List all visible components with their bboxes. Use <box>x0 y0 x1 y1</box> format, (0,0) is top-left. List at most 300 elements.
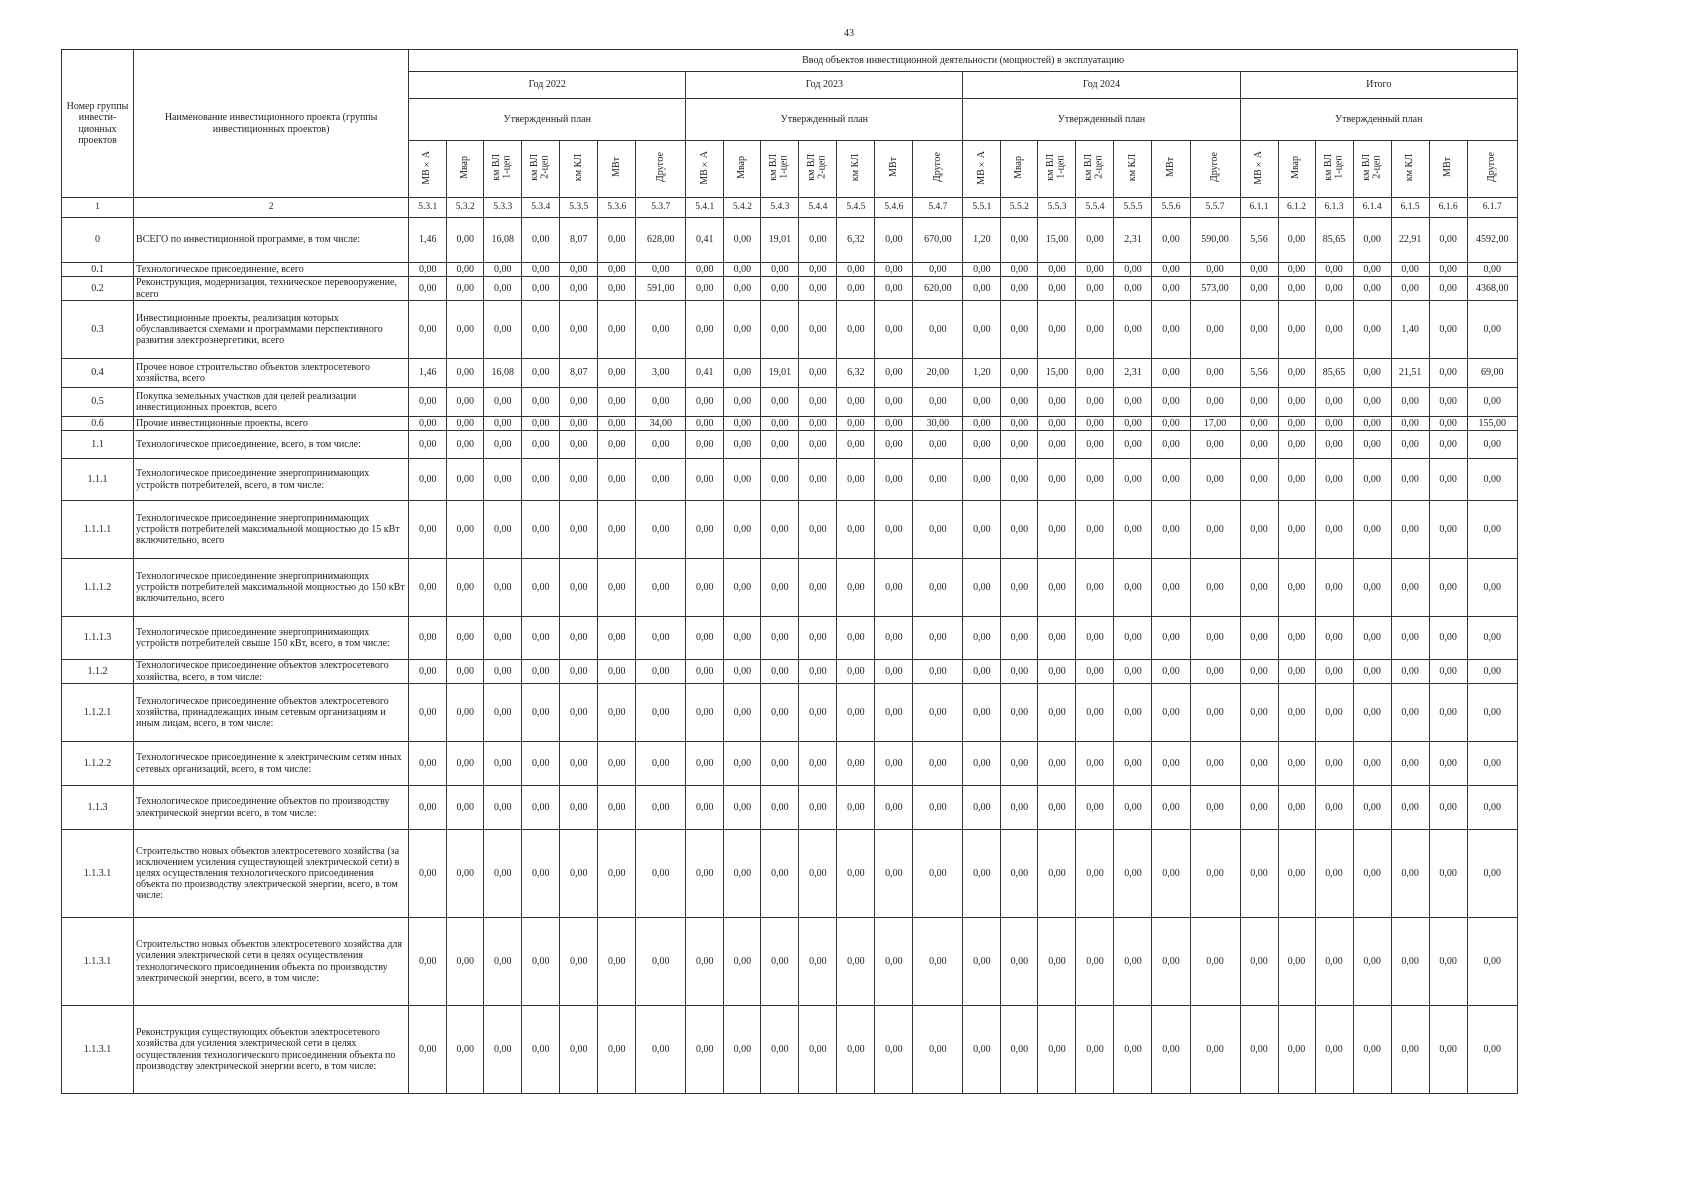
table-row <box>62 359 1518 388</box>
value-cell: 628,00 <box>636 218 686 263</box>
value-cell: 0,00 <box>875 277 913 301</box>
value-cell: 30,00 <box>913 417 963 431</box>
row-name: Инвестиционные проекты, реализация которых обуславливается схемами и программами перспективного развития электроэнергетики, всего <box>134 301 409 359</box>
column-number: 5.5.1 <box>963 198 1001 218</box>
value-cell: 0,00 <box>1076 1006 1114 1094</box>
unit-label: Другое <box>1486 152 1498 183</box>
unit-header <box>1429 141 1467 198</box>
value-cell: 0,00 <box>1391 559 1429 617</box>
row-number: 1.1.1 <box>62 459 134 501</box>
value-cell: 0,00 <box>598 218 636 263</box>
value-cell: 0,00 <box>1001 431 1038 459</box>
value-cell: 0,00 <box>1190 742 1240 786</box>
unit-label: км ВЛ 1-цеп <box>1322 154 1345 181</box>
value-cell: 8,07 <box>560 359 598 388</box>
value-cell: 0,00 <box>1001 660 1038 684</box>
column-number: 5.4.6 <box>875 198 913 218</box>
value-cell: 0,00 <box>560 617 598 660</box>
value-cell: 0,00 <box>1240 301 1278 359</box>
column-number: 5.3.5 <box>560 198 598 218</box>
value-cell: 0,00 <box>913 918 963 1006</box>
unit-label: км ВЛ 2-цеп <box>1360 154 1383 181</box>
value-cell: 0,00 <box>1190 501 1240 559</box>
row-number: 1.1.1.2 <box>62 559 134 617</box>
value-cell: 0,00 <box>1001 417 1038 431</box>
value-cell: 0,00 <box>1315 263 1353 277</box>
value-cell: 0,00 <box>1190 617 1240 660</box>
year-header: Год 2022 <box>409 72 686 99</box>
value-cell: 0,00 <box>837 277 875 301</box>
value-cell: 0,00 <box>484 660 522 684</box>
unit-header <box>1001 141 1038 198</box>
value-cell: 0,00 <box>522 388 560 417</box>
value-cell: 0,00 <box>1391 263 1429 277</box>
unit-label: км ВЛ 2-цеп <box>529 154 551 181</box>
value-cell: 0,00 <box>484 617 522 660</box>
value-cell: 5,56 <box>1240 359 1278 388</box>
value-cell: 0,00 <box>963 786 1001 830</box>
value-cell: 0,00 <box>686 559 724 617</box>
value-cell: 0,00 <box>1467 431 1517 459</box>
value-cell: 0,00 <box>1114 1006 1152 1094</box>
value-cell: 0,00 <box>875 786 913 830</box>
value-cell: 0,00 <box>1190 359 1240 388</box>
value-cell: 0,00 <box>1353 263 1391 277</box>
unit-header <box>686 141 724 198</box>
unit-label: МВ×А <box>421 150 433 185</box>
unit-label: км КЛ <box>849 153 861 181</box>
value-cell: 15,00 <box>1038 359 1076 388</box>
value-cell: 0,00 <box>963 417 1001 431</box>
value-cell: 0,00 <box>1391 742 1429 786</box>
value-cell: 0,00 <box>1076 684 1114 742</box>
value-cell: 0,00 <box>447 459 484 501</box>
value-cell: 0,00 <box>598 277 636 301</box>
value-cell: 0,00 <box>1240 263 1278 277</box>
column-number: 5.5.5 <box>1114 198 1152 218</box>
value-cell: 155,00 <box>1467 417 1517 431</box>
value-cell: 0,00 <box>1429 263 1467 277</box>
value-cell: 0,00 <box>1353 388 1391 417</box>
value-cell: 0,00 <box>875 459 913 501</box>
value-cell: 0,00 <box>724 786 761 830</box>
value-cell: 0,00 <box>1240 417 1278 431</box>
value-cell: 0,00 <box>484 742 522 786</box>
value-cell: 0,00 <box>522 301 560 359</box>
value-cell: 0,00 <box>761 684 799 742</box>
value-cell: 0,00 <box>724 830 761 918</box>
unit-label: км ВЛ 2-цеп <box>806 154 828 181</box>
value-cell: 0,00 <box>636 684 686 742</box>
value-cell: 0,00 <box>1353 1006 1391 1094</box>
table-row <box>62 559 1518 617</box>
unit-header <box>1240 141 1278 198</box>
value-cell: 0,00 <box>1391 617 1429 660</box>
value-cell: 0,00 <box>560 742 598 786</box>
value-cell: 0,00 <box>761 388 799 417</box>
value-cell: 0,00 <box>963 501 1001 559</box>
value-cell: 0,00 <box>1315 501 1353 559</box>
value-cell: 0,00 <box>1278 301 1315 359</box>
value-cell: 85,65 <box>1315 218 1353 263</box>
row-name: Технологическое присоединение энергопринимающих устройств потребителей, всего, в том числе: <box>134 459 409 501</box>
value-cell: 0,00 <box>686 617 724 660</box>
value-cell: 0,00 <box>560 417 598 431</box>
value-cell: 0,00 <box>1391 684 1429 742</box>
value-cell: 0,00 <box>1076 277 1114 301</box>
row-name: Строительство новых объектов электросетевого хозяйства (за исключением усиления существующей электрической сети) в целях осуществления технологического присоединения объекта по производству электрической энергии, всего, в том числе: <box>134 830 409 918</box>
value-cell: 0,00 <box>447 786 484 830</box>
value-cell: 0,00 <box>1076 617 1114 660</box>
value-cell: 0,00 <box>913 830 963 918</box>
value-cell: 0,00 <box>913 301 963 359</box>
value-cell: 0,00 <box>837 742 875 786</box>
value-cell: 0,00 <box>1038 918 1076 1006</box>
value-cell: 0,00 <box>522 830 560 918</box>
value-cell: 0,00 <box>1429 1006 1467 1094</box>
value-cell: 0,41 <box>686 218 724 263</box>
table-row <box>62 742 1518 786</box>
column-number: 5.5.4 <box>1076 198 1114 218</box>
value-cell: 0,00 <box>686 459 724 501</box>
value-cell: 0,00 <box>875 359 913 388</box>
value-cell: 0,00 <box>447 660 484 684</box>
value-cell: 0,00 <box>1114 431 1152 459</box>
column-number: 5.3.1 <box>409 198 447 218</box>
value-cell: 0,00 <box>799 218 837 263</box>
value-cell: 0,00 <box>799 684 837 742</box>
value-cell: 0,00 <box>522 218 560 263</box>
row-number: 1.1.1.1 <box>62 501 134 559</box>
value-cell: 0,00 <box>1467 617 1517 660</box>
unit-label: МВт <box>1164 157 1176 178</box>
unit-label: Мвар <box>458 155 470 179</box>
value-cell: 0,00 <box>1391 1006 1429 1094</box>
value-cell: 0,00 <box>913 501 963 559</box>
value-cell: 0,00 <box>761 301 799 359</box>
value-cell: 0,00 <box>1315 559 1353 617</box>
value-cell: 0,00 <box>447 830 484 918</box>
value-cell: 0,00 <box>636 617 686 660</box>
unit-label: км ВЛ 2-цеп <box>1083 154 1105 181</box>
value-cell: 0,00 <box>963 277 1001 301</box>
value-cell: 0,00 <box>1152 417 1190 431</box>
value-cell: 0,00 <box>686 263 724 277</box>
value-cell: 0,00 <box>1114 617 1152 660</box>
value-cell: 0,00 <box>686 1006 724 1094</box>
value-cell: 0,00 <box>724 617 761 660</box>
value-cell: 0,00 <box>1076 388 1114 417</box>
value-cell: 0,00 <box>1315 301 1353 359</box>
value-cell: 0,00 <box>1278 830 1315 918</box>
table-row <box>62 501 1518 559</box>
column-number: 6.1.4 <box>1353 198 1391 218</box>
value-cell: 0,00 <box>1429 501 1467 559</box>
unit-header <box>761 141 799 198</box>
value-cell: 0,00 <box>1240 559 1278 617</box>
value-cell: 0,00 <box>1001 501 1038 559</box>
value-cell: 20,00 <box>913 359 963 388</box>
page-number: 43 <box>844 28 854 39</box>
main-title-header: Ввод объектов инвестиционной деятельности (мощностей) в эксплуатацию <box>409 50 1518 72</box>
value-cell: 0,00 <box>1076 501 1114 559</box>
value-cell: 0,00 <box>1038 559 1076 617</box>
value-cell: 0,00 <box>686 786 724 830</box>
value-cell: 0,00 <box>913 1006 963 1094</box>
value-cell: 0,00 <box>799 617 837 660</box>
table-row <box>62 301 1518 359</box>
group-number-header: Номер группы инвести-ционных проектов <box>62 50 134 198</box>
value-cell: 0,00 <box>1353 559 1391 617</box>
value-cell: 0,00 <box>1391 388 1429 417</box>
value-cell: 0,00 <box>875 617 913 660</box>
value-cell: 0,00 <box>963 431 1001 459</box>
row-number: 0.6 <box>62 417 134 431</box>
unit-header <box>1467 141 1517 198</box>
value-cell: 591,00 <box>636 277 686 301</box>
value-cell: 22,91 <box>1391 218 1429 263</box>
value-cell: 1,20 <box>963 359 1001 388</box>
table-row <box>62 617 1518 660</box>
unit-label: МВт <box>610 157 622 178</box>
value-cell: 0,00 <box>1429 388 1467 417</box>
value-cell: 0,00 <box>1315 388 1353 417</box>
table-row <box>62 830 1518 918</box>
column-number: 6.1.1 <box>1240 198 1278 218</box>
value-cell: 0,00 <box>837 301 875 359</box>
value-cell: 0,00 <box>560 459 598 501</box>
value-cell: 0,00 <box>522 277 560 301</box>
value-cell: 0,00 <box>799 417 837 431</box>
value-cell: 0,00 <box>875 918 913 1006</box>
unit-header <box>409 141 447 198</box>
value-cell: 0,00 <box>799 431 837 459</box>
value-cell: 0,00 <box>963 660 1001 684</box>
value-cell: 0,00 <box>560 431 598 459</box>
value-cell: 0,00 <box>1076 660 1114 684</box>
investment-table <box>61 49 1518 1094</box>
column-number: 6.1.7 <box>1467 198 1517 218</box>
column-numbers-row <box>62 198 1518 218</box>
row-number: 1.1.2.1 <box>62 684 134 742</box>
value-cell: 0,00 <box>724 1006 761 1094</box>
value-cell: 0,00 <box>447 417 484 431</box>
row-name: Технологическое присоединение энергопринимающих устройств потребителей свыше 150 кВт, всего, в том числе: <box>134 617 409 660</box>
value-cell: 85,65 <box>1315 359 1353 388</box>
value-cell: 21,51 <box>1391 359 1429 388</box>
value-cell: 0,00 <box>636 918 686 1006</box>
value-cell: 0,00 <box>636 459 686 501</box>
value-cell: 0,00 <box>447 359 484 388</box>
value-cell: 0,00 <box>724 501 761 559</box>
value-cell: 0,00 <box>1353 786 1391 830</box>
column-number: 6.1.5 <box>1391 198 1429 218</box>
value-cell: 0,00 <box>522 786 560 830</box>
value-cell: 0,00 <box>799 830 837 918</box>
unit-label: МВ×А <box>975 150 987 185</box>
value-cell: 0,00 <box>724 417 761 431</box>
value-cell: 0,00 <box>1152 218 1190 263</box>
unit-label: МВ×А <box>1252 150 1264 185</box>
unit-header <box>484 141 522 198</box>
value-cell: 0,00 <box>1001 742 1038 786</box>
unit-label: км КЛ <box>1126 153 1138 181</box>
value-cell: 0,00 <box>1278 218 1315 263</box>
value-cell: 0,00 <box>686 660 724 684</box>
value-cell: 0,00 <box>686 742 724 786</box>
unit-label: МВт <box>887 157 899 178</box>
value-cell: 0,00 <box>1278 684 1315 742</box>
column-number: 5.3.7 <box>636 198 686 218</box>
value-cell: 0,41 <box>686 359 724 388</box>
value-cell: 0,00 <box>1429 431 1467 459</box>
value-cell: 0,00 <box>1278 459 1315 501</box>
value-cell: 0,00 <box>1315 277 1353 301</box>
value-cell: 0,00 <box>636 301 686 359</box>
value-cell: 6,32 <box>837 359 875 388</box>
unit-label: км КЛ <box>1403 153 1415 181</box>
value-cell: 0,00 <box>1001 263 1038 277</box>
plan-header: Утвержденный план <box>963 99 1240 141</box>
header-row-title <box>62 50 1518 72</box>
value-cell: 0,00 <box>1278 277 1315 301</box>
value-cell: 0,00 <box>799 742 837 786</box>
value-cell: 0,00 <box>1315 1006 1353 1094</box>
value-cell: 0,00 <box>761 1006 799 1094</box>
value-cell: 0,00 <box>1353 617 1391 660</box>
value-cell: 0,00 <box>484 277 522 301</box>
value-cell: 0,00 <box>963 559 1001 617</box>
table-row <box>62 218 1518 263</box>
value-cell: 0,00 <box>1038 830 1076 918</box>
value-cell: 0,00 <box>560 501 598 559</box>
value-cell: 34,00 <box>636 417 686 431</box>
value-cell: 0,00 <box>1467 301 1517 359</box>
value-cell: 0,00 <box>1114 786 1152 830</box>
value-cell: 0,00 <box>1152 918 1190 1006</box>
value-cell: 0,00 <box>1353 742 1391 786</box>
column-number: 5.4.2 <box>724 198 761 218</box>
value-cell: 0,00 <box>1076 417 1114 431</box>
value-cell: 0,00 <box>724 559 761 617</box>
value-cell: 0,00 <box>560 559 598 617</box>
table-row <box>62 918 1518 1006</box>
value-cell: 0,00 <box>761 660 799 684</box>
value-cell: 0,00 <box>1038 786 1076 830</box>
value-cell: 0,00 <box>484 1006 522 1094</box>
unit-header <box>1076 141 1114 198</box>
value-cell: 0,00 <box>598 617 636 660</box>
value-cell: 0,00 <box>913 660 963 684</box>
value-cell: 0,00 <box>522 459 560 501</box>
value-cell: 0,00 <box>1190 684 1240 742</box>
column-number: 5.4.3 <box>761 198 799 218</box>
value-cell: 0,00 <box>963 830 1001 918</box>
value-cell: 0,00 <box>761 742 799 786</box>
value-cell: 0,00 <box>1467 786 1517 830</box>
column-number: 5.5.3 <box>1038 198 1076 218</box>
value-cell: 0,00 <box>1076 830 1114 918</box>
value-cell: 0,00 <box>761 786 799 830</box>
value-cell: 0,00 <box>761 830 799 918</box>
unit-header <box>1278 141 1315 198</box>
value-cell: 0,00 <box>963 684 1001 742</box>
value-cell: 0,00 <box>447 918 484 1006</box>
row-name: Прочие инвестиционные проекты, всего <box>134 417 409 431</box>
value-cell: 0,00 <box>1038 459 1076 501</box>
table-row <box>62 277 1518 301</box>
row-name: Технологическое присоединение, всего <box>134 263 409 277</box>
value-cell: 620,00 <box>913 277 963 301</box>
value-cell: 0,00 <box>686 501 724 559</box>
value-cell: 0,00 <box>636 431 686 459</box>
value-cell: 0,00 <box>1152 459 1190 501</box>
value-cell: 0,00 <box>1429 660 1467 684</box>
value-cell: 0,00 <box>913 617 963 660</box>
value-cell: 0,00 <box>1391 786 1429 830</box>
value-cell: 0,00 <box>1114 559 1152 617</box>
value-cell: 0,00 <box>963 388 1001 417</box>
value-cell: 0,00 <box>837 617 875 660</box>
value-cell: 0,00 <box>761 277 799 301</box>
unit-label: Другое <box>654 152 666 183</box>
row-number: 1.1.3.1 <box>62 830 134 918</box>
value-cell: 0,00 <box>1278 660 1315 684</box>
column-number: 5.4.1 <box>686 198 724 218</box>
value-cell: 0,00 <box>724 918 761 1006</box>
value-cell: 0,00 <box>1278 786 1315 830</box>
table-row <box>62 388 1518 417</box>
value-cell: 0,00 <box>636 742 686 786</box>
value-cell: 0,00 <box>636 559 686 617</box>
value-cell: 0,00 <box>913 559 963 617</box>
value-cell: 0,00 <box>799 660 837 684</box>
value-cell: 0,00 <box>724 277 761 301</box>
value-cell: 0,00 <box>409 263 447 277</box>
value-cell: 0,00 <box>409 918 447 1006</box>
value-cell: 0,00 <box>522 660 560 684</box>
value-cell: 0,00 <box>724 301 761 359</box>
value-cell: 0,00 <box>522 1006 560 1094</box>
value-cell: 0,00 <box>1391 660 1429 684</box>
value-cell: 0,00 <box>1429 417 1467 431</box>
unit-label: МВт <box>1441 157 1453 178</box>
value-cell: 0,00 <box>1114 830 1152 918</box>
value-cell: 0,00 <box>1001 918 1038 1006</box>
value-cell: 0,00 <box>1315 830 1353 918</box>
column-number: 6.1.2 <box>1278 198 1315 218</box>
column-number: 5.4.7 <box>913 198 963 218</box>
value-cell: 0,00 <box>724 263 761 277</box>
value-cell: 0,00 <box>1038 501 1076 559</box>
value-cell: 0,00 <box>1001 830 1038 918</box>
value-cell: 0,00 <box>1076 559 1114 617</box>
value-cell: 0,00 <box>1240 786 1278 830</box>
value-cell: 0,00 <box>1315 459 1353 501</box>
value-cell: 0,00 <box>1114 263 1152 277</box>
value-cell: 15,00 <box>1038 218 1076 263</box>
value-cell: 0,00 <box>598 742 636 786</box>
value-cell: 0,00 <box>875 660 913 684</box>
table-row <box>62 263 1518 277</box>
table-row <box>62 1006 1518 1094</box>
value-cell: 0,00 <box>522 559 560 617</box>
value-cell: 0,00 <box>1467 459 1517 501</box>
value-cell: 0,00 <box>1429 459 1467 501</box>
value-cell: 0,00 <box>875 218 913 263</box>
value-cell: 0,00 <box>560 684 598 742</box>
value-cell: 0,00 <box>1240 388 1278 417</box>
